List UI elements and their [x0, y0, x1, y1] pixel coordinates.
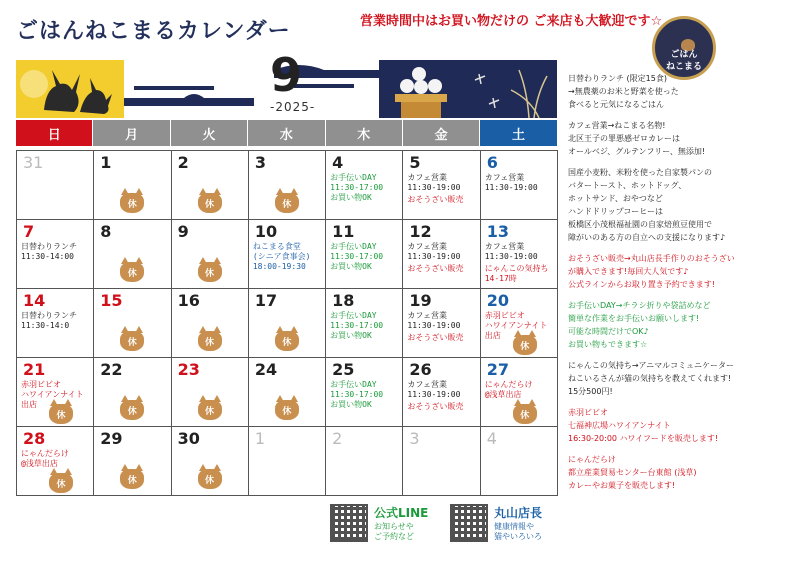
day-event-note: カフェ営業 11:30-19:00 — [484, 242, 538, 261]
day-cell — [249, 427, 326, 496]
closed-cat-badge: 休 — [198, 193, 222, 213]
day-number: 13 — [486, 222, 509, 241]
day-cell — [94, 427, 171, 496]
weekday-3: 水 — [248, 120, 325, 146]
day-event-note: にゃんこの気持ち 14-17時 — [484, 264, 549, 283]
line-title: 公式LINE — [374, 506, 429, 520]
line-subtitle: お知らせや ご予約など — [374, 522, 414, 541]
day-cell — [326, 151, 403, 220]
banner-night-panel — [379, 60, 557, 118]
day-number: 3 — [409, 429, 420, 448]
day-cell — [172, 151, 249, 220]
info-paragraph: 日替わりランチ (限定15食) →無農薬のお米と野菜を使った 食べると元気になるごはん — [568, 74, 679, 109]
closed-cat-badge: 休 — [275, 193, 299, 213]
weekday-5: 金 — [403, 120, 480, 146]
day-event-note: ねこまる食堂 (シニア食事会) 18:00-19:30 — [252, 242, 311, 271]
day-number: 8 — [100, 222, 112, 241]
day-number: 5 — [409, 153, 421, 172]
day-event-note: おそうざい販売 — [407, 264, 464, 273]
day-cell — [94, 151, 171, 220]
day-cell — [17, 358, 94, 427]
day-event-note: カフェ営業 11:30-19:00 — [484, 173, 538, 192]
day-number: 20 — [486, 291, 509, 310]
tsukimi-dango-icon — [379, 60, 557, 118]
day-grid — [16, 150, 558, 496]
day-cell — [249, 358, 326, 427]
day-number: 9 — [177, 222, 189, 241]
day-number: 18 — [332, 291, 355, 310]
weekday-header — [16, 120, 558, 146]
day-cell — [326, 427, 403, 496]
day-number: 2 — [177, 153, 189, 172]
day-number: 24 — [254, 360, 278, 379]
day-cell — [94, 358, 171, 427]
logo-name: ごはん ねこまる — [665, 50, 702, 72]
day-event-note: カフェ営業 11:30-19:00 — [407, 173, 461, 192]
shop-logo — [652, 16, 716, 80]
closed-cat-badge: 休 — [120, 469, 144, 489]
day-cell — [249, 151, 326, 220]
day-cell — [17, 427, 94, 496]
line-qr-code[interactable] — [330, 504, 368, 542]
day-event-note: お手伝いDAY 11:30-17:00 お買い物OK — [330, 242, 384, 271]
day-cell — [403, 151, 480, 220]
day-number: 26 — [409, 360, 432, 379]
day-number: 28 — [23, 429, 46, 448]
closed-cat-badge: 休 — [49, 404, 73, 424]
day-event-note: 赤羽ビビオ ハワイアンナイト 出店 — [484, 311, 548, 340]
day-cell — [403, 220, 480, 289]
day-number: 14 — [23, 291, 46, 310]
day-cell — [249, 220, 326, 289]
day-number: 31 — [23, 153, 44, 172]
day-event-note: カフェ営業 11:30-19:00 — [407, 242, 461, 261]
day-number: 11 — [332, 222, 355, 241]
day-event-note: おそうざい販売 — [407, 195, 464, 204]
day-number: 12 — [409, 222, 432, 241]
wave-decoration — [124, 60, 379, 118]
closed-cat-badge: 休 — [275, 400, 299, 420]
closed-cat-badge: 休 — [49, 473, 73, 493]
footer — [0, 498, 800, 558]
weekday-0: 日 — [16, 120, 93, 146]
closed-cat-badge: 休 — [120, 262, 144, 282]
day-cell — [403, 427, 480, 496]
day-cell — [172, 220, 249, 289]
day-event-note: 赤羽ビビオ ハワイアンナイト 出店 — [21, 380, 84, 409]
closed-cat-badge: 休 — [513, 335, 537, 355]
day-number: 30 — [177, 429, 200, 448]
closed-cat-badge: 休 — [513, 404, 537, 424]
info-paragraph: お手伝いDAY→チラシ折りや袋詰めなど 簡単な作業をお手伝いお願いします! 可能な時間だけでOK♪ お買い物もできます☆ — [568, 301, 711, 349]
banner-yellow-panel — [16, 60, 124, 118]
rabbit-silhouette-icon — [16, 60, 124, 118]
day-cell — [17, 220, 94, 289]
closed-cat-badge: 休 — [198, 469, 222, 489]
day-event-note: お手伝いDAY 11:30-17:00 お買い物OK — [330, 311, 384, 340]
day-cell — [17, 151, 94, 220]
day-number: 19 — [409, 291, 432, 310]
day-event-note: 日替わりランチ 11:30-14:0 — [21, 311, 77, 330]
closed-cat-badge: 休 — [120, 193, 144, 213]
day-number: 16 — [177, 291, 200, 310]
day-number: 17 — [254, 291, 278, 310]
calendar-title: ごはんねこまるカレンダー — [16, 19, 291, 44]
day-event-note: おそうざい販売 — [407, 402, 464, 411]
calendar-grid — [16, 120, 558, 496]
info-sidebar — [568, 72, 796, 500]
month-number: 9 — [270, 48, 303, 102]
x-qr-code[interactable] — [450, 504, 488, 542]
day-number: 3 — [254, 153, 266, 172]
day-number: 23 — [177, 360, 200, 379]
day-cell — [17, 289, 94, 358]
day-number: 4 — [332, 153, 344, 172]
day-number: 7 — [23, 222, 35, 241]
weekday-4: 木 — [326, 120, 403, 146]
day-event-note: おそうざい販売 — [407, 333, 464, 342]
day-cell — [94, 289, 171, 358]
day-number: 22 — [100, 360, 123, 379]
info-paragraph: おそうざい販売→丸山店長手作りのおそうざい が購入できます!毎回大人気です♪ 公式ラインからお取り置き予約できます! — [568, 254, 735, 289]
day-cell — [481, 151, 558, 220]
info-paragraph: にゃんだらけ 都立産業貿易センター台東館 (浅草) カレーやお菓子を販売します! — [568, 455, 697, 490]
day-number: 4 — [486, 429, 497, 448]
day-number: 27 — [486, 360, 509, 379]
day-cell — [326, 220, 403, 289]
closed-cat-badge: 休 — [120, 400, 144, 420]
day-cell — [326, 289, 403, 358]
closed-cat-badge: 休 — [198, 331, 222, 351]
day-number: 15 — [100, 291, 123, 310]
weekday-2: 火 — [171, 120, 248, 146]
day-number: 10 — [254, 222, 278, 241]
day-cell — [481, 220, 558, 289]
weekday-6: 土 — [480, 120, 557, 146]
info-paragraph: 赤羽ビビオ 七福神広場ハワイアンナイト 16:30-20:00 ハワイフードを販売します! — [568, 408, 719, 443]
day-cell — [481, 358, 558, 427]
info-paragraph: 国産小麦粉、米粉を使った自家製パンの バタートースト、ホットドッグ、 ホットサンド、おやつなど ハンドドリップコーヒーは 板橋区小茂根福祉園の自家焙煎豆使用で 障がいのある方の自立への支援になります♪ — [568, 168, 726, 242]
x-subtitle: 健康情報や 猫やいろいろ — [494, 522, 542, 541]
day-event-note: にゃんだらけ @浅草出店 — [21, 449, 69, 468]
day-event-note: 日替わりランチ 11:30-14:00 — [21, 242, 77, 261]
day-cell — [403, 289, 480, 358]
weekday-1: 月 — [93, 120, 170, 146]
info-paragraph: にゃんこの気持ち→アニマルコミュニケーター ねこいるさんが猫の気持ちを教えてくれます! 15分500円! — [568, 361, 734, 396]
day-number: 21 — [23, 360, 46, 379]
day-cell — [403, 358, 480, 427]
day-cell — [249, 289, 326, 358]
day-number: 2 — [332, 429, 343, 448]
day-cell — [326, 358, 403, 427]
day-event-note: カフェ営業 11:30-19:00 — [407, 380, 461, 399]
day-event-note: お手伝いDAY 11:30-17:00 お買い物OK — [330, 173, 384, 202]
day-event-note: カフェ営業 11:30-19:00 — [407, 311, 461, 330]
closed-cat-badge: 休 — [198, 400, 222, 420]
day-number: 1 — [254, 429, 266, 448]
day-cell — [172, 427, 249, 496]
info-paragraph: カフェ営業→ねこまる名物! 北区王子の罪悪感ゼロカレーは オールベジ、グルテンフリー、無添加! — [568, 121, 706, 156]
day-cell — [94, 220, 171, 289]
x-title: 丸山店長 — [494, 506, 543, 520]
day-number: 6 — [486, 153, 498, 172]
day-cell — [481, 427, 558, 496]
day-cell — [172, 358, 249, 427]
closed-cat-badge: 休 — [275, 331, 299, 351]
day-event-note: お手伝いDAY 11:30-17:00 お買い物OK — [330, 380, 384, 409]
day-cell — [481, 289, 558, 358]
day-number: 1 — [100, 153, 112, 172]
day-number: 25 — [332, 360, 355, 379]
closed-cat-badge: 休 — [198, 262, 222, 282]
banner-wave-panel — [124, 60, 379, 118]
closed-cat-badge: 休 — [120, 331, 144, 351]
welcome-message: 営業時間中はお買い物だけの ご来店も大歓迎です☆ — [360, 14, 663, 29]
day-event-note: にゃんだらけ @浅草出店 — [484, 380, 533, 399]
day-cell — [172, 289, 249, 358]
year-label: -2025- — [270, 100, 316, 114]
day-number: 29 — [100, 429, 123, 448]
